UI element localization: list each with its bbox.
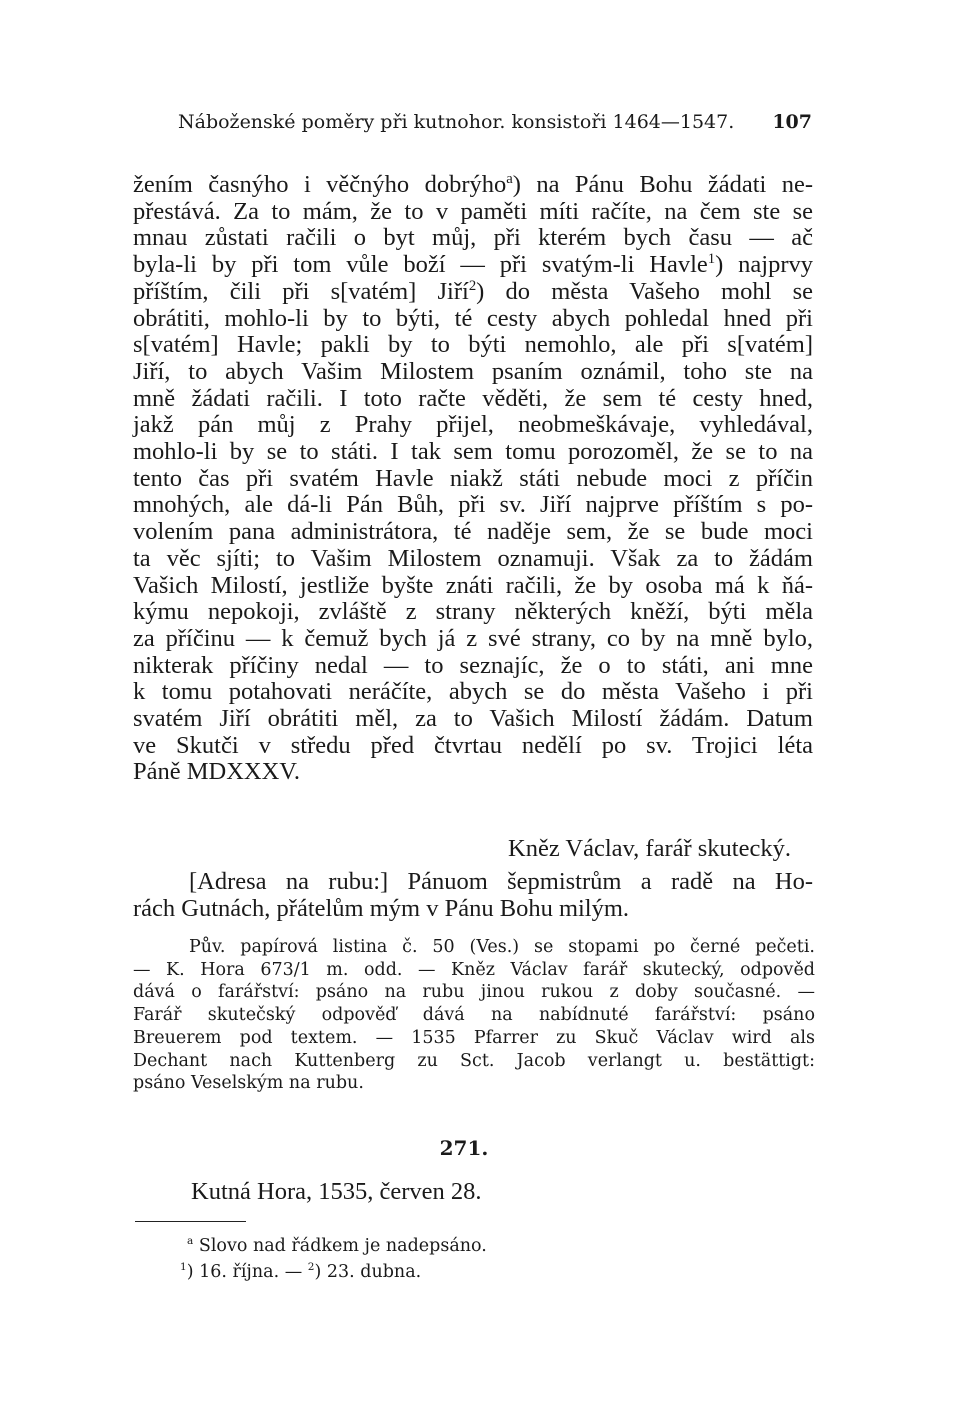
body-line: ve Skutči v středu před čtvrtau nedělí po sv. Trojici léta	[133, 731, 813, 759]
address-line: rách Gutnách, přátelům mým v Pánu Bohu milým.	[133, 894, 630, 922]
footnote-mark-1: 1	[707, 250, 716, 267]
note-line: Dechant nach Kuttenberg zu Sct. Jacob verlangt u. bestättigt:	[133, 1050, 815, 1071]
footnote-mark-a: a	[506, 170, 513, 187]
archival-note	[133, 936, 815, 1095]
body-line: příštím, čili při s[vatém] Jiří$^2$) do města Vašeho mohl se	[133, 277, 813, 305]
body-line: nikterak příčiny nedal — to seznajíc, že o to státi, ani mne	[133, 651, 813, 679]
body-line: Vašich Milostí, jestliže byšte znáti račili, že by osoba má k ňá-	[133, 571, 813, 599]
document-place-date: Kutná Hora, 1535, červen 28.	[191, 1178, 482, 1205]
footnote-1-2: $^1$) 16. října. — $^2$) 23. dubna.	[180, 1261, 422, 1282]
note-line: psáno Veselským na rubu.	[133, 1073, 364, 1094]
body-line: přestává. Za to mám, že to v paměti míti račíte, na čem ste se	[133, 197, 813, 225]
note-line: dává o farářství: psáno na rubu jinou rukou z doby současné. —	[133, 982, 815, 1003]
body-line: volením pana administrátora, té naděje sem, že se bude moci	[133, 518, 813, 546]
body-line: mohlo-li by se to státi. I tak sem tomu porozoměl, že se to na	[133, 438, 813, 466]
letter-body	[133, 172, 813, 786]
document-number: 271.	[439, 1136, 489, 1160]
note-line: Breuerem pod textem. — 1535 Pfarrer zu Skuč Václav wird als	[133, 1027, 815, 1048]
footnote-mark-2: 2	[468, 277, 477, 294]
body-line: tento čas při svatém Havle niakž státi nebude moci z příčin	[133, 464, 813, 492]
body-line: svatém Jiří obrátiti měl, za to Vašich Milostí žádám. Datum	[133, 705, 813, 733]
address-line: [Adresa na rubu:] Pánuom šepmistrům a radě na Ho-	[189, 868, 813, 895]
running-header	[178, 111, 812, 143]
body-line: mně žádati račili. I toto račte věděti, že sem té cesty hned,	[133, 384, 813, 412]
footnote-a: $^a$ Slovo nad řádkem je nadepsáno.	[187, 1235, 487, 1256]
note-line: Farář skutečský odpověď dává na nabídnuté farářství: psáno	[133, 1005, 815, 1026]
note-line: Pův. papírová listina č. 50 (Ves.) se stopami po černé pečeti.	[189, 937, 815, 957]
body-line: Jiří, to abych Vašim Milostem psaním oznámil, toho ste na	[133, 357, 813, 385]
body-line: za příčinu — k čemuž bych já z své strany, co by na mně bylo,	[133, 624, 813, 652]
signature: Kněz Václav, farář skutecký.	[508, 835, 791, 862]
address-block	[133, 869, 813, 922]
body-line: mnohých, ale dá-li Pán Bůh, při sv. Jiří najprve příštím s po-	[133, 491, 813, 519]
page-number: 107	[772, 111, 812, 133]
footnote-1-mark: 1	[180, 1261, 187, 1274]
body-line: k tomu potahovati neráčíte, abych se do města Vašeho i při	[133, 678, 813, 706]
running-title: Náboženské poměry při kutnohor. konsistoři 1464—1547.	[178, 111, 735, 133]
footnote-rule	[135, 1221, 246, 1222]
body-line: mnau zůstati račili o byt můj, při kterém bych času — ač	[133, 224, 813, 252]
body-line: žením časnýho i věčnýho dobrýho$^a$) na Pánu Bohu žádati ne-	[133, 170, 813, 198]
body-line: ta věc sjíti; to Vašim Milostem oznamuji. Však za to žádám	[133, 544, 813, 572]
body-line: obrátiti, mohlo-li by to býti, té cesty abych pohledal hned při	[133, 304, 813, 332]
footnote-a-mark: a	[187, 1235, 194, 1248]
body-line: byla-li by při tom vůle boží — při svatým-li Havle$^1$) najprvy	[133, 250, 813, 279]
body-line: jakž pán můj z Prahy přijel, neobmeškávaje, vyhledával,	[133, 411, 813, 439]
body-line: Páně MDXXXV.	[133, 758, 300, 786]
note-line: — K. Hora 673/1 m. odd. — Kněz Václav farář skutecký, odpověd	[133, 959, 815, 980]
body-line: kýmu nepokoji, zvláště z strany některých kněží, býti měla	[133, 598, 813, 626]
body-line: s[vatém] Havle; pakli by to býti nemohlo, ale při s[vatém]	[133, 331, 813, 359]
footnote-2-mark: 2	[307, 1261, 315, 1274]
